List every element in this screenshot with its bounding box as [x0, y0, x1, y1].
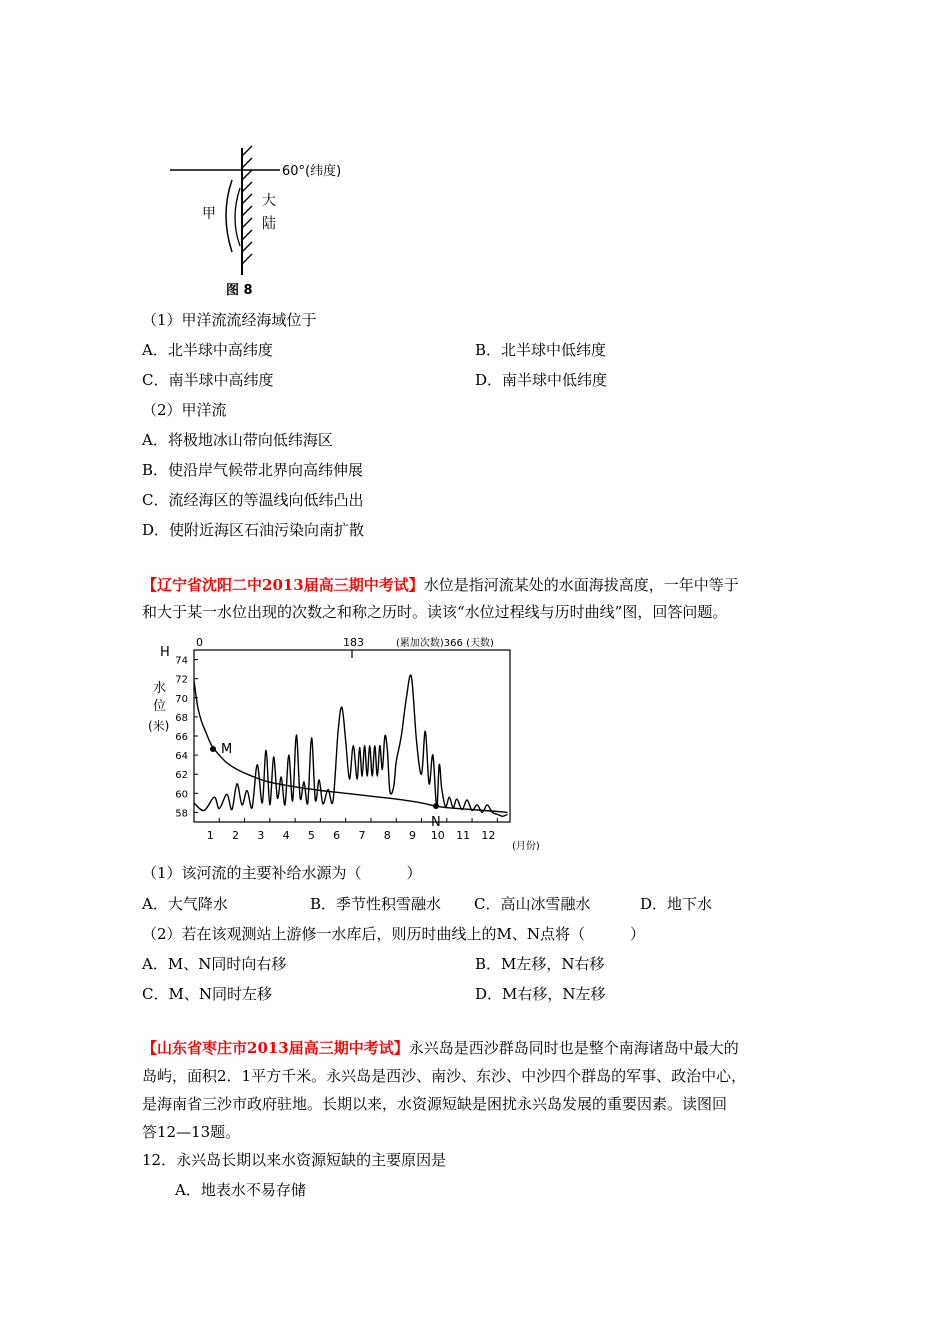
- figure-caption: 图 8: [226, 283, 253, 298]
- section3-intro-line2: 岛屿，面积2．1平方千米。永兴岛是西沙、南沙、东沙、中沙四个群岛的军事、政治中心，: [142, 1067, 747, 1085]
- q3-option-c[interactable]: C．高山冰雪融水: [474, 895, 591, 913]
- q3-stem: （1）该河流的主要补给水源为（ ）: [142, 864, 422, 882]
- q12-stem: 12．永兴岛长期以来水资源短缺的主要原因是: [142, 1151, 447, 1169]
- y-tick-label: 66: [175, 732, 188, 743]
- y-tick-label: 70: [175, 693, 188, 705]
- figure-8: [160, 140, 380, 300]
- q4-option-c[interactable]: C．M、N同时左移: [142, 985, 272, 1003]
- q1-option-a[interactable]: A．北半球中高纬度: [142, 341, 273, 359]
- x-tick-label: 12: [481, 829, 496, 842]
- q1-option-b[interactable]: B．北半球中低纬度: [475, 341, 607, 359]
- x-axis-label: (月份): [512, 841, 540, 852]
- y-tick-label: 58: [175, 808, 188, 820]
- x-tick-label: 1: [206, 829, 214, 842]
- q2-stem: （2）甲洋流: [142, 401, 227, 419]
- x-tick-label: 3: [257, 829, 265, 842]
- q2-option-d[interactable]: D．使附近海区石油污染向南扩散: [142, 521, 365, 539]
- plot-frame: [194, 650, 510, 822]
- q3-option-b[interactable]: B．季节性积雪融水: [310, 895, 442, 913]
- x-tick-label: 9: [409, 829, 417, 842]
- q3-option-d[interactable]: D．地下水: [640, 895, 713, 913]
- q1-option-d[interactable]: D．南半球中低纬度: [475, 371, 608, 389]
- current-label: 甲: [202, 206, 216, 222]
- hydrograph-line: [194, 675, 508, 816]
- x-tick-label: 5: [307, 829, 315, 842]
- section2-source: 【辽宁省沈阳二中2013届高三期中考试】: [142, 576, 424, 594]
- section3-intro-line1: [142, 1038, 739, 1058]
- q4-option-d[interactable]: D．M右移，N左移: [475, 985, 606, 1003]
- current-arc-inner: [235, 188, 240, 246]
- y-axis-label-3: (米): [148, 719, 170, 733]
- y-tick-label: 62: [175, 770, 188, 782]
- x-tick-label: 7: [358, 829, 366, 842]
- q4-option-a[interactable]: A．M、N同时向右移: [142, 955, 287, 973]
- y-tick-label: 74: [175, 655, 188, 667]
- q4-stem: （2）若在该观测站上游修一水库后，则历时曲线上的M、N点将（ ）: [142, 925, 646, 943]
- latitude-label: 60°(纬度): [282, 164, 342, 179]
- section2-intro-line2: 和大于某一水位出现的次数之和称之历时。读该“水位过程线与历时曲线”图，回答问题。: [142, 603, 728, 621]
- y-tick-label: 68: [175, 712, 188, 724]
- water-level-chart: [140, 630, 550, 856]
- section3-intro-line3: 是海南省三沙市政府驻地。长期以来，水资源短缺是困扰永兴岛发展的重要因素。读图回: [142, 1095, 728, 1113]
- y-axis-label-1: 水: [153, 681, 167, 696]
- y-tick-label: 64: [175, 751, 188, 763]
- point-m-label: M: [221, 742, 233, 757]
- current-arc-outer: [226, 180, 232, 252]
- land-label-2: 陆: [262, 216, 276, 232]
- y-tick-label: 60: [175, 789, 188, 801]
- land-hatching: [242, 146, 252, 264]
- x-tick-label: 4: [282, 829, 290, 842]
- section2-intro-text: 水位是指河流某处的水面海拔高度，一年中等于: [423, 576, 739, 594]
- y-axis-label-2: 位: [153, 699, 167, 714]
- q2-option-c[interactable]: C．流经海区的等温线向低纬凸出: [142, 491, 364, 509]
- x-tick-label: 6: [333, 829, 341, 842]
- land-label-1: 大: [262, 193, 276, 209]
- top-axis-label: (累加次数)366 (天数): [396, 638, 494, 649]
- q3-option-a[interactable]: A．大气降水: [142, 895, 228, 913]
- q12-option-a[interactable]: A．地表水不易存储: [175, 1181, 306, 1199]
- section2-intro-line1: [142, 575, 739, 595]
- q2-option-a[interactable]: A．将极地冰山带向低纬海区: [142, 431, 333, 449]
- q2-option-b[interactable]: B．使沿岸气候带北界向高纬伸展: [142, 461, 364, 479]
- point-m-marker: [210, 746, 216, 752]
- top-tick-label-183: 183: [343, 636, 364, 649]
- x-tick-label: 10: [430, 829, 445, 842]
- x-tick-label: 2: [232, 829, 240, 842]
- duration-curve: [194, 681, 508, 813]
- point-n-marker: [433, 803, 439, 809]
- x-tick-label: 8: [383, 829, 391, 842]
- top-tick-label-0: 0: [196, 636, 203, 649]
- y-tick-label: 72: [175, 674, 188, 686]
- q4-option-b[interactable]: B．M左移，N右移: [475, 955, 605, 973]
- section3-intro-line4: 答12—13题。: [142, 1123, 241, 1141]
- section3-intro-text: 永兴岛是西沙群岛同时也是整个南海诸岛中最大的: [408, 1039, 739, 1057]
- section3-source: 【山东省枣庄市2013届高三期中考试】: [142, 1039, 409, 1057]
- q1-option-c[interactable]: C．南半球中高纬度: [142, 371, 274, 389]
- y-axis-h: H: [160, 645, 170, 660]
- q1-stem: （1）甲洋流流经海域位于: [142, 311, 317, 329]
- x-tick-label: 11: [456, 829, 471, 842]
- point-n-label: N: [431, 815, 441, 830]
